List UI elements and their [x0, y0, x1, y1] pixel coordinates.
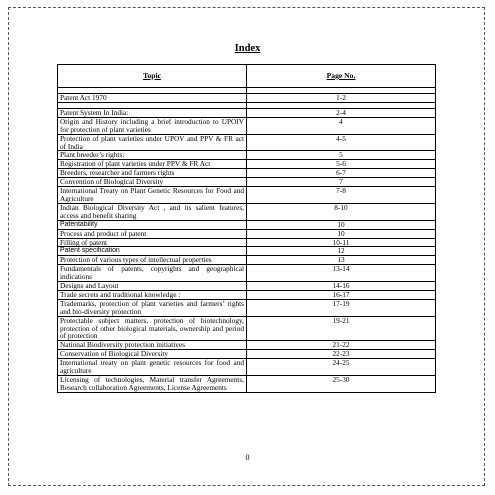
page-cell: 6-7	[247, 169, 436, 178]
page-cell: 10	[247, 229, 436, 238]
page-cell: 22-23	[247, 350, 436, 359]
topic-cell: Patent Act 1970	[58, 94, 247, 103]
table-row	[58, 203, 436, 220]
table-row	[58, 376, 436, 393]
page-cell: 1-2	[247, 94, 436, 103]
table-row	[58, 299, 436, 316]
topic-cell: Fundamentals of patents, copyrights and geographical indications	[58, 265, 247, 282]
page-number: 0	[245, 453, 250, 462]
topic-cell: Convention of Biological Diversity	[58, 178, 247, 187]
table-row	[58, 316, 436, 341]
table-row	[58, 187, 436, 204]
topic-cell: Protection of various types of intellectual properties	[58, 256, 247, 265]
table-row	[58, 134, 436, 151]
table-row	[58, 290, 436, 299]
table-row	[58, 94, 436, 103]
page-cell: 5-6	[247, 160, 436, 169]
topic-cell: Patentability	[58, 220, 247, 229]
page-cell: 25-30	[247, 376, 436, 393]
topic-cell: Breeders, researcher and farmers rights	[58, 169, 247, 178]
topic-cell: Protectable subject matters, protection of biotechnology, protection of other biological materials, ownership and period of protection	[58, 316, 247, 341]
topic-cell: Process and product of patent	[58, 229, 247, 238]
page-cell: 13-14	[247, 265, 436, 282]
topic-cell: Trade secrets and traditional knowledge :	[58, 290, 247, 299]
topic-cell: Licensing of technologies, Material transfer Agreements, Research collaboration Agreements, License Agreements	[58, 376, 247, 393]
topic-cell: Origin and History including a brief introduction to UPOIV for protection of plant varieties	[58, 117, 247, 134]
topic-cell: Trademarks, protection of plant varieties and farmers’ rights and bio-diversity protection	[58, 299, 247, 316]
topic-cell: Protection of plant varieties under UPOV and PPV & FR act of India	[58, 134, 247, 151]
page-cell: 10	[247, 220, 436, 229]
table-row	[58, 238, 436, 247]
header-row	[58, 65, 436, 88]
page-cell: 8-10	[247, 203, 436, 220]
topic-cell: Filling of patent	[58, 238, 247, 247]
topic-cell: Patent System In India:	[58, 108, 247, 117]
topic-cell: Designs and Layout	[58, 282, 247, 291]
topic-cell: Plant breeder’s rights:	[58, 151, 247, 160]
topic-header: Topic	[58, 65, 247, 88]
page-cell: 4-5	[247, 134, 436, 151]
table-row	[58, 108, 436, 117]
topic-cell: International Treaty on Plant Genetic Resources for Food and Agriculture	[58, 187, 247, 204]
page-cell: 21-22	[247, 341, 436, 350]
table-row	[58, 117, 436, 134]
page-cell: 10-11	[247, 238, 436, 247]
topic-cell: International treaty on plant genetic resources for food and agriculture	[58, 359, 247, 376]
page-cell: 17-19	[247, 299, 436, 316]
page-header: Page No.	[247, 65, 436, 88]
page-cell: 16-17	[247, 290, 436, 299]
page-title: Index	[234, 43, 261, 54]
page-cell: 7-8	[247, 187, 436, 204]
table-row	[58, 359, 436, 376]
page-cell: 7	[247, 178, 436, 187]
topic-cell: Patent specification	[58, 247, 247, 256]
topic-cell: Registration of plant varieties under PPV & FR Act	[58, 160, 247, 169]
page-cell: 24-25	[247, 359, 436, 376]
page-cell: 4	[247, 117, 436, 134]
page-cell: 5	[247, 151, 436, 160]
table-row	[58, 220, 436, 229]
table-row	[58, 265, 436, 282]
page-cell: 12	[247, 247, 436, 256]
topic-cell: Indian Biological Diversity Act , and its salient features, access and benefit sharing	[58, 203, 247, 220]
page-cell: 2-4	[247, 108, 436, 117]
topic-cell: National Biodiversity protection initiatives	[58, 341, 247, 350]
topic-cell: Conservation of Biological Diversity	[58, 350, 247, 359]
page-cell: 14-16	[247, 282, 436, 291]
table-row	[58, 229, 436, 238]
index-table	[57, 64, 436, 393]
page-cell: 19-21	[247, 316, 436, 341]
page-cell: 13	[247, 256, 436, 265]
